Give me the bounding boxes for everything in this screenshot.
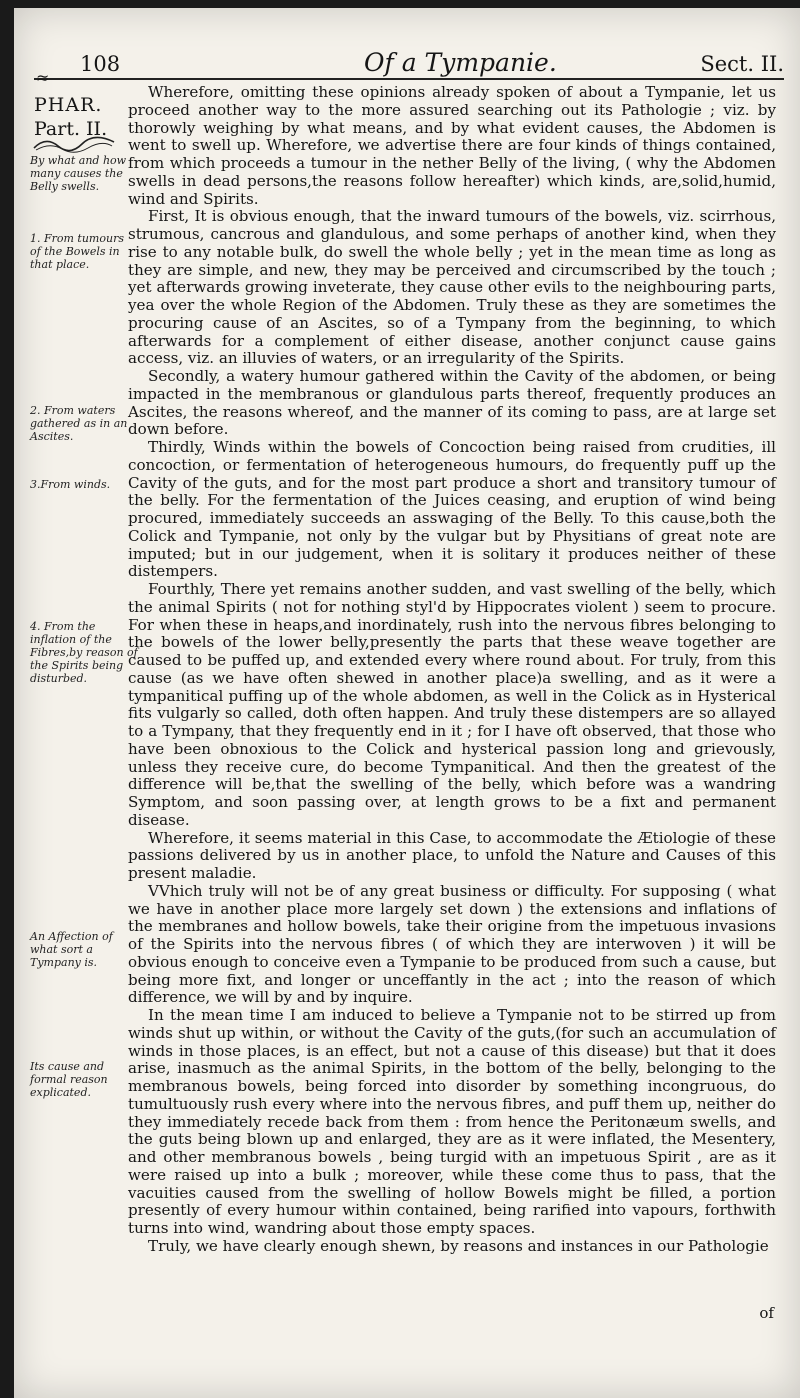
part-label: Part. II. [34,118,108,140]
margin-note: 2. From waters gathered as in an Ascites. [30,404,128,443]
paragraph: First, It is obvious enough, that the inward tumours of the bowels, viz. scirrhous, strumous, cancrous and glandulous, and some perhaps of another kind, when they rise to any notable bulk, do swell the whole belly ; yet in the mean time as long as they are simple, and new, they may be perceived and circumscribed by the touch ; yet afterwards growing inveterate, they cause other evils to the neighbouring parts, yea over the whole Region of the Abdomen. Truly these as they are sometimes the procuring cause of an Ascites, so of a Tympany from the beginning, to which afterwards for a complement of either disease, another conjunct cause gains access, viz. an illuvies of waters, or an irregularity of the Spirits. [128,207,776,368]
paragraph: Truly, we have clearly enough shewn, by reasons and instances in our Pathologie [148,1236,769,1255]
margin-note: 4. From the inflation of the Fibres,by reason of the Spirits being disturbed. [30,620,138,685]
running-title: Of a Tympanie. [364,48,557,77]
ornament-icon: ≈ [36,68,50,87]
paragraph: Thirdly, Winds within the bowels of Concoction being raised from crudities, ill concoction, or fermentation of heterogeneous humours, do frequently puff up the Cavity of the guts, and for the most part produce a short and transitory tumour of the belly. For the fermentation of the Juices ceasing, and eruption of wind being procured, immediately succeeds an asswaging of the Belly. To this cause,both the Colick and Tympanie, not only by the vulgar but by Physitians of great note are imputed; but in our judgement, when it is solitary it produces neither of these distempers. [128,438,776,581]
book-page [14,8,800,1398]
paragraph: Wherefore, omitting these opinions already spoken of about a Tympanie, let us proceed another way to the more assured searching out its Pathologie ; viz. by thorowly weighing by what means, and by what evident causes, the Abdomen is went to swell up. Wherefore, we advertise there are four kinds of things contained, from which proceeds a tumour in the nether Belly of the living, ( why the Abdomen swells in dead persons,the reasons follow hereafter) which kinds, are,solid,humid, wind and Spirits. [128,83,776,208]
margin-note: 3.From winds. [30,478,111,491]
page-number: 108 [80,52,121,76]
header-rule [34,78,784,80]
margin-note: 1. From tumours of the Bowels in that place. [30,232,124,271]
paragraph: In the mean time I am induced to believe a Tympanie not to be stirred up from winds shut up within, or without the Cavity of the guts,(for such an accumulation of winds in those places, is an effect, but not a cause of this disease) but that it does arise, inasmuch as the animal Spirits, in the bottom of the belly, belonging to the membranous bowels, being forced into disorder by something incongruous, do tumultuously rush every where into the nervous fibres, and puff them up, neither do they immediately recede back from them : from hence the Peritonæum swells, and the guts being blown up and enlarged, they are as it were inflated, the Mesentery, and other membranous bowels , being turgid with an impetuous Spirit , are as it were raised up into a bulk ; moreover, while these come thus to pass, that the vacuities caused from the swelling of hollow Bowels might be filled, a portion presently of every humour within contained, being rarified into vapours, forthwith turns into wind, wandring about those empty spaces. [128,1006,776,1237]
margin-note: Its cause and formal reason explicated. [30,1060,108,1099]
paragraph: Fourthly, There yet remains another sudden, and vast swelling of the belly, which the animal Spirits ( not for nothing styl'd by Hippocrates violent ) seem to procure. For when these in heaps,and inordinately, rush into the nervous fibres belonging to the bowels of the lower belly,presently the parts that these weave together are caused to be puffed up, and extended every where round about. For truly, from this cause (as we have often shewed in another place)a swelling, and as it were a tympanitical puffing up of the whole abdomen, as well in the Colick as in Hysterical fits vulgarly so called, doth often happen. And truly these distempers are so allayed to a Tympany, that they frequently end in it ; for I have oft observed, that those who have been obnoxious to the Colick and hysterical passion long and grievously, unless they receive cure, do become Tympanitical. And then the greatest of the difference will be,that the swelling of the belly, which before was a wandring Symptom, and soon passing over, at length grows to be a fixt and permanent disease. [128,580,776,829]
pharm-label: PHAR. [34,94,103,116]
paragraph: Wherefore, it seems material in this Case, to accommodate the Ætiologie of these passions delivered by us in another place, to unfold the Nature and Causes of this present maladie. [128,828,776,882]
section-label: Sect. II. [700,52,784,76]
paragraph: VVhich truly will not be of any great business or difficulty. For supposing ( what we have in another place more largely set down ) the extensions and inflations of the membranes and hollow bowels, take their origine from the impetuous invasions of the Spirits into the nervous fibres ( of which they are interwoven ) it will be obvious enough to conceive even a Tympanie to be produced from such a cause, but being more fixt, and longer or unceffantly in the act ; into the reason of which difference, we will by and by inquire. [128,881,776,1007]
paragraph: Secondly, a watery humour gathered within the Cavity of the abdomen, or being impacted in the membranous or glandulous parts thereof, frequently produces an Ascites, the reasons whereof, and the manner of its coming to pass, are at large set down before. [128,367,776,439]
body-text [128,84,776,1256]
flourish-ornament-icon [32,134,116,154]
margin-note: By what and how many causes the Belly swells. [30,154,127,193]
catchword: of [759,1304,774,1322]
margin-note: An Affection of what sort a Tympany is. [30,930,113,969]
